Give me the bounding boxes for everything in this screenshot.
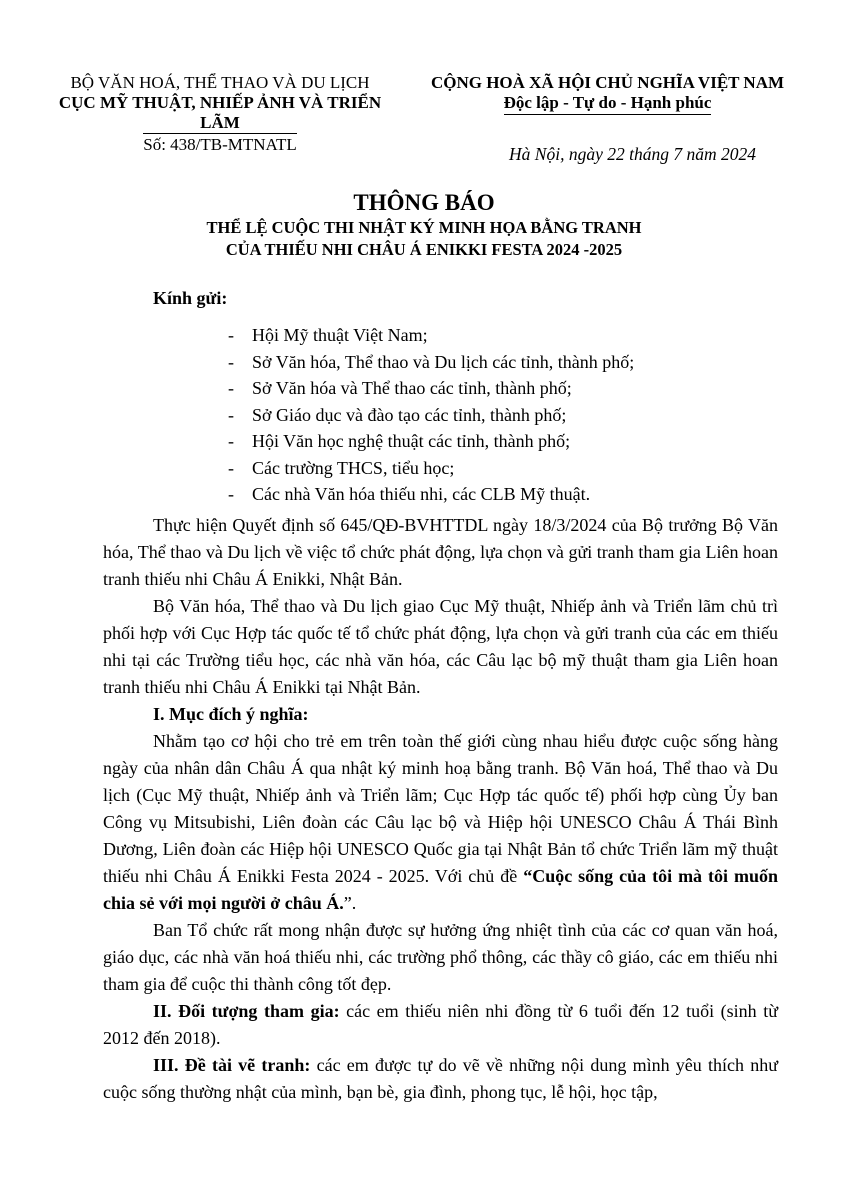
- section-heading: III. Đề tài vẽ tranh:: [153, 1055, 311, 1075]
- list-item: - Sở Văn hóa, Thể thao và Du lịch các tỉnh, thành phố;: [228, 351, 635, 372]
- paragraph: Ban Tổ chức rất mong nhận được sự hưởng ứng nhiệt tình của các cơ quan văn hoá, giáo dục, các nhà văn hoá thiếu nhi, các trường phổ thông, các thầy cô giáo, các em thiếu nhi tham gia để cuộc thi thành công tốt đẹp.: [103, 920, 778, 994]
- list-item: - Sở Văn hóa và Thể thao các tỉnh, thành phố;: [228, 378, 572, 398]
- national-motto: Độc lập - Tự do - Hạnh phúc: [420, 93, 795, 113]
- theme-quote: “Cuộc sống của tôi mà tôi muốn chia sẻ với mọi người ở châu Á.: [103, 866, 778, 913]
- greeting: Kính gửi:: [153, 288, 228, 308]
- national-heading: [420, 73, 795, 113]
- issuer-block: [50, 73, 390, 155]
- list-item: - Sở Giáo dục và đào tạo các tỉnh, thành phố;: [228, 404, 567, 425]
- recipient-list: [228, 322, 634, 508]
- ministry-name: BỘ VĂN HOÁ, THỂ THAO VÀ DU LỊCH: [70, 73, 370, 92]
- list-item: - Các trường THCS, tiểu học;: [228, 457, 455, 478]
- section-heading: I. Mục đích ý nghĩa:: [153, 704, 309, 724]
- paragraph: Nhằm tạo cơ hội cho trẻ em trên toàn thế giới cùng nhau hiểu được cuộc sống hàng ngày của nhân dân Châu Á qua nhật ký minh hoạ bằng tranh. Bộ Văn hoá, Thể thao và Du lịch (Cục Mỹ thuật, Nhiếp ảnh và Triển lãm; Cục Hợp tác quốc tế) phối hợp cùng Ủy ban Công vụ Mitsubishi, Liên đoàn các Câu lạc bộ và Hiệp hội UNESCO Châu Á Thái Bình Dương, Liên đoàn các Hiệp hội UNESCO Quốc gia tại Nhật Bản tổ chức Triển lãm mỹ thuật thiếu nhi Châu Á Enikki Festa 2024 - 2025. Với chủ đề “Cuộc sống của tôi mà tôi muốn chia sẻ với mọi người ở châu Á.”.: [103, 731, 778, 913]
- place-date: Hà Nội, ngày 22 tháng 7 năm 2024: [509, 144, 756, 164]
- department-name: CỤC MỸ THUẬT, NHIẾP ẢNH VÀ TRIỂN LÃM: [58, 93, 382, 132]
- paragraph: Bộ Văn hóa, Thể thao và Du lịch giao Cục Mỹ thuật, Nhiếp ảnh và Triển lãm chủ trì phối hợp với Cục Hợp tác quốc tế tổ chức phát động, lựa chọn và gửi tranh của các em thiếu nhi tại các Trường tiểu học, các nhà văn hóa, các Câu lạc bộ mỹ thuật tham gia Liên hoan tranh thiếu nhi Châu Á Enikki tại Nhật Bản.: [103, 596, 778, 697]
- doc-number: Số: 438/TB-MTNATL: [143, 135, 297, 154]
- paragraph: III. Đề tài vẽ tranh: các em được tự do vẽ về những nội dung mình yêu thích như cuộc sống thường nhật của mình, bạn bè, gia đình, phong tục, lễ hội, học tập,: [103, 1055, 778, 1102]
- list-item: - Hội Văn học nghệ thuật các tỉnh, thành phố;: [228, 431, 571, 451]
- document-body: [103, 512, 778, 1106]
- paragraph: II. Đối tượng tham gia: các em thiếu niên nhi đồng từ 6 tuổi đến 12 tuổi (sinh từ 2012 đến 2018).: [103, 1001, 778, 1048]
- country-name: CỘNG HOÀ XÃ HỘI CHỦ NGHĨA VIỆT NAM: [430, 73, 785, 92]
- doc-title: THÔNG BÁO: [353, 190, 495, 215]
- section-heading: II. Đối tượng tham gia:: [153, 1001, 340, 1021]
- list-item: - Hội Mỹ thuật Việt Nam;: [228, 325, 428, 345]
- doc-subtitle-line1: THỂ LỆ CUỘC THI NHẬT KÝ MINH HỌA BẰNG TRANH: [206, 218, 642, 237]
- paragraph: Thực hiện Quyết định số 645/QĐ-BVHTTDL ngày 18/3/2024 của Bộ trưởng Bộ Văn hóa, Thể thao và Du lịch về việc tổ chức phát động, lựa chọn và gửi tranh tham gia Liên hoan tranh thiếu nhi Châu Á Enikki, Nhật Bản.: [103, 515, 778, 589]
- list-item: - Các nhà Văn hóa thiếu nhi, các CLB Mỹ thuật.: [228, 484, 591, 504]
- doc-subtitle-line2: CỦA THIẾU NHI CHÂU Á ENIKKI FESTA 2024 -2025: [225, 240, 623, 259]
